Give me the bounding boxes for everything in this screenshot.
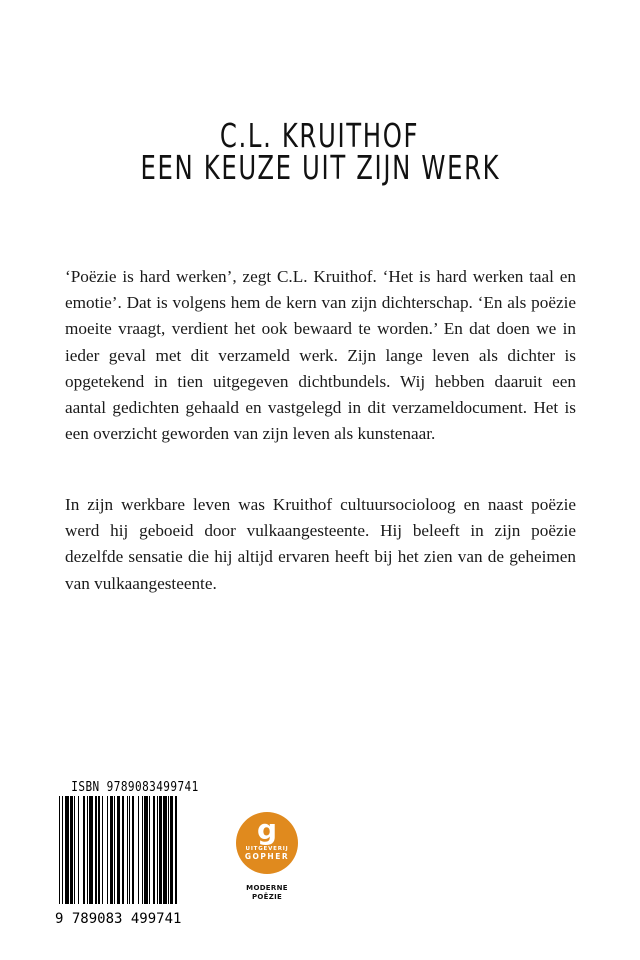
publisher-label: UITGEVERIJ [245,846,289,852]
series-label: MODERNE POËZIE [246,884,288,901]
author-name: C.L. KRUITHOF [220,116,420,155]
blurb-paragraph-2: In zijn werkbare leven was Kruithof cultuursocioloog en naast poëzie werd hij geboeid door vulkaangesteente. Hij beleeft in zijn poëzie dezelfde sensatie die hij altijd ervaren heeft bij het zien van de geheimen van vulkaangesteente. [65,495,576,593]
publisher-name: GOPHER [244,852,290,861]
isbn-barcode [55,780,215,927]
barcode-bars [59,796,215,904]
gopher-g-icon: g [256,813,278,846]
book-title: EEN KEUZE UIT ZIJN WERK [140,148,500,187]
blurb-paragraph-1: ‘Poëzie is hard werken’, zegt C.L. Kruithof. ‘Het is hard werken taal en emotie’. Dat is volgens hem de kern van zijn dichterschap. ‘En als poëzie moeite vraagt, verdient het ook bewaard te worden.’ En dat doen we in ieder geval met dit verzameld werk. Zijn lange leven als dichter is opgetekend in tien uitgegeven dichtbundels. Wij hebben daaruit een aantal gedichten gehaald en vastgelegd in dit verzameldocument. Het is een overzicht geworden van zijn leven als kunstenaar. [65,267,576,444]
isbn-digits: 9 789083 499741 [55,911,182,927]
publisher-logo [236,812,298,874]
isbn-label: ISBN 9789083499741 [71,780,199,795]
